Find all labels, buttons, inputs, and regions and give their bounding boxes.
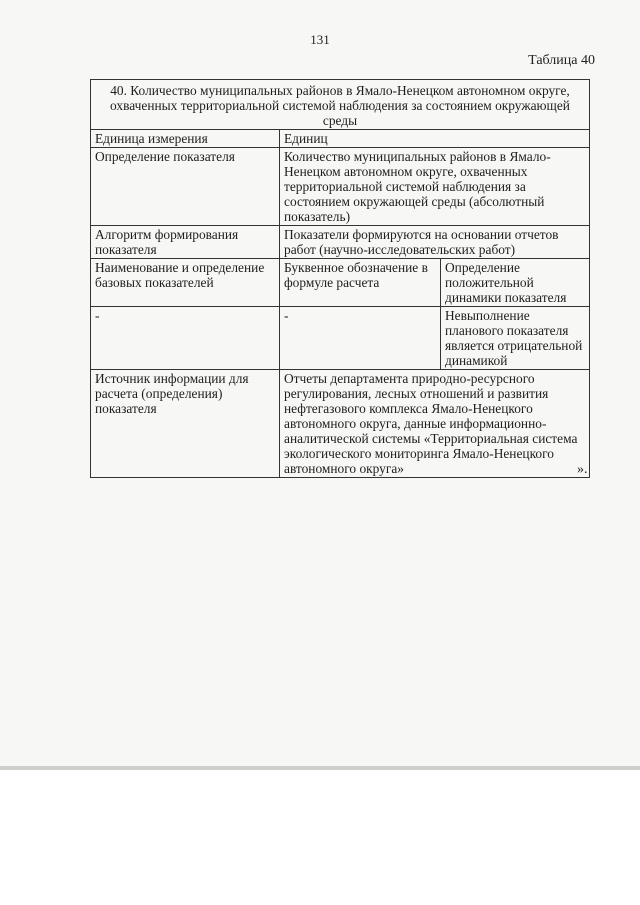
dynamics-value: Невыполнение планового показателя является отрицательной динамикой: [441, 307, 590, 370]
base-indicators-label: Наименование и определение базовых показателей: [91, 259, 280, 307]
definition-label: Определение показателя: [91, 148, 280, 226]
symbol-value: -: [280, 307, 441, 370]
unit-label: Единица измерения: [91, 130, 280, 148]
page-number: 131: [310, 32, 330, 47]
source-value: Отчеты департамента природно-ресурсного регулирования, лесных отношений и развития нефтегазового комплекса Ямало-Ненецкого автономного округа, данные информационно-аналитической системы «Территориальная система экологического мониторинга Ямало-Ненецкого автономного округа»: [280, 370, 590, 478]
base-indicator-value: -: [91, 307, 280, 370]
table-caption: Таблица 40: [528, 53, 595, 68]
closing-quote-mark: ».: [577, 462, 588, 477]
table-row-base-header: [91, 259, 590, 307]
source-label: Источник информации для расчета (определения) показателя: [91, 370, 280, 478]
table-row-unit: [91, 130, 590, 148]
symbol-header: Буквенное обозначение в формуле расчета: [280, 259, 441, 307]
indicator-table: [90, 79, 590, 478]
algorithm-value: Показатели формируются на основании отчетов работ (научно-исследовательских работ): [280, 226, 590, 259]
algorithm-label: Алгоритм формирования показателя: [91, 226, 280, 259]
table-row-base-values: [91, 307, 590, 370]
unit-value: Единиц: [280, 130, 590, 148]
table-row-source: [91, 370, 590, 478]
table-title-row: [91, 80, 590, 130]
table-row-algorithm: [91, 226, 590, 259]
definition-value: Количество муниципальных районов в Ямало-Ненецком автономном округе, охваченных территориальной системой наблюдения за состоянием окружающей среды (абсолютный показатель): [280, 148, 590, 226]
page-bottom-edge: [0, 766, 640, 770]
table-title: 40. Количество муниципальных районов в Ямало-Ненецком автономном округе, охваченных территориальной системой наблюдения за состоянием окружающей среды: [91, 80, 590, 130]
table-row-definition: [91, 148, 590, 226]
dynamics-header: Определение положительной динамики показателя: [441, 259, 590, 307]
